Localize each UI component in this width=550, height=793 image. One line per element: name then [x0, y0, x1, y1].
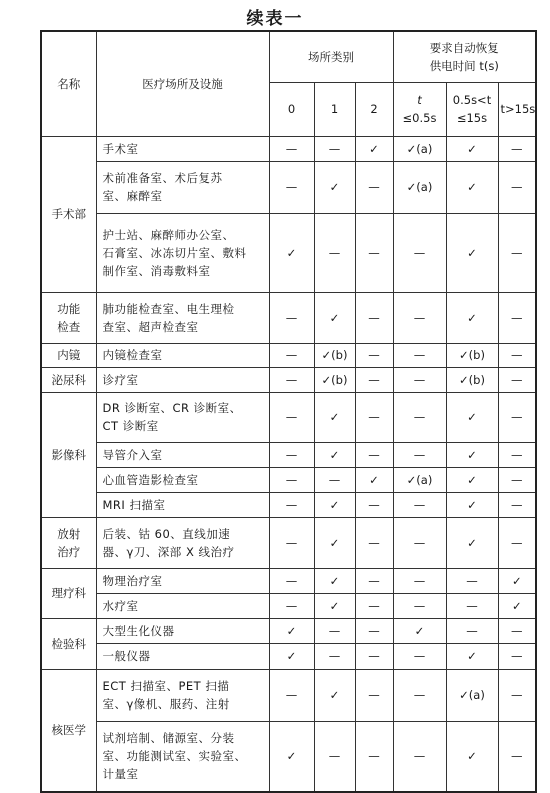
t1-cell: — [393, 593, 446, 618]
cat0-cell: — [269, 392, 314, 442]
header-category: 场所类别 [269, 31, 393, 82]
facility-cell [96, 136, 269, 161]
cat0-cell: — [269, 467, 314, 492]
group-name-line: 功能 [57, 301, 81, 316]
t3-cell: — [498, 292, 536, 343]
table-row [41, 367, 536, 392]
facility-line: MRI 扫描室 [102, 497, 166, 512]
facility-line: 肺功能检查室、电生理检 [102, 301, 235, 316]
cat1-cell: ✓ [314, 161, 355, 213]
t2-cell: — [446, 618, 498, 643]
header-facility: 医疗场所及设施 [96, 31, 269, 136]
cat2-cell: — [355, 392, 393, 442]
header-t2-line2: ≤15s [456, 111, 488, 125]
cat0-cell: ✓ [269, 213, 314, 292]
facility-line: 导管介入室 [102, 447, 163, 462]
facility-line: 制作室、消毒敷料室 [102, 263, 211, 278]
header-t3: t>15s [498, 82, 536, 136]
table-row [41, 136, 536, 161]
facility-line: ECT 扫描室、PET 扫描 [102, 679, 230, 693]
t2-cell: ✓(b) [446, 343, 498, 367]
cat0-cell: — [269, 367, 314, 392]
table-row [41, 292, 536, 343]
cat1-cell: ✓ [314, 568, 355, 593]
cat2-cell: — [355, 593, 393, 618]
facility-line: 室、功能测试室、实验室、 [102, 749, 247, 764]
facility-line: 一般仪器 [102, 649, 151, 663]
t1-cell: ✓(a) [393, 161, 446, 213]
facility-line: 室、麻醉室 [102, 189, 163, 203]
facility-line: 手术室 [102, 141, 139, 156]
t3-cell: — [498, 618, 536, 643]
facility-cell [96, 442, 269, 467]
table-row [41, 618, 536, 643]
t3-cell: — [498, 161, 536, 213]
facility-line: 石膏室、冰冻切片室、敷料 [102, 245, 247, 260]
t2-cell: ✓ [446, 442, 498, 467]
facility-cell [96, 593, 269, 618]
t1-cell: — [393, 213, 446, 292]
cat1-cell: ✓(b) [314, 367, 355, 392]
facility-cell [96, 467, 269, 492]
header-time [393, 31, 536, 82]
cat0-cell: ✓ [269, 643, 314, 669]
t3-cell: — [498, 643, 536, 669]
t1-cell: ✓(a) [393, 467, 446, 492]
t2-cell: ✓ [446, 467, 498, 492]
cat1-cell: ✓ [314, 593, 355, 618]
facility-line: 后装、钴 60、直线加速 [102, 526, 231, 541]
header-cat0: 0 [269, 82, 314, 136]
t1-cell: — [393, 492, 446, 517]
t2-cell: — [446, 568, 498, 593]
medical-locations-table [40, 30, 537, 793]
header-cat1: 1 [314, 82, 355, 136]
facility-line: 查室、超声检查室 [102, 319, 199, 334]
cat2-cell: — [355, 367, 393, 392]
group-name: 检验科 [41, 618, 96, 669]
facility-line: 试剂培制、储源室、分装 [102, 731, 235, 746]
table-row [41, 161, 536, 213]
facility-cell [96, 721, 269, 792]
t3-cell: — [498, 442, 536, 467]
cat0-cell: — [269, 517, 314, 568]
t3-cell: — [498, 136, 536, 161]
t2-cell: ✓ [446, 292, 498, 343]
table-row [41, 392, 536, 442]
cat2-cell: — [355, 343, 393, 367]
header-time-line2: 供电时间 t(s) [429, 58, 499, 73]
cat0-cell: — [269, 343, 314, 367]
header-t1-line1: t [417, 93, 422, 107]
cat1-cell: ✓(b) [314, 343, 355, 367]
t2-cell: ✓ [446, 392, 498, 442]
t3-cell: — [498, 517, 536, 568]
header-t2 [446, 82, 498, 136]
facility-line: 诊疗室 [102, 372, 139, 387]
header-cat2: 2 [355, 82, 393, 136]
facility-line: 心血管造影检查室 [102, 472, 199, 487]
facility-cell [96, 643, 269, 669]
cat1-cell: ✓ [314, 392, 355, 442]
cat2-cell: ✓ [355, 467, 393, 492]
header-t1-line2: ≤0.5s [402, 111, 437, 125]
cat1-cell: ✓ [314, 517, 355, 568]
group-name: 影像科 [41, 392, 96, 517]
cat1-cell: — [314, 643, 355, 669]
t2-cell: — [446, 593, 498, 618]
t1-cell: — [393, 343, 446, 367]
facility-cell [96, 343, 269, 367]
cat1-cell: — [314, 618, 355, 643]
cat0-cell: — [269, 568, 314, 593]
t1-cell: — [393, 669, 446, 721]
group-name-line: 放射 [57, 526, 81, 541]
cat0-cell: ✓ [269, 721, 314, 792]
t3-cell: — [498, 669, 536, 721]
cat1-cell: — [314, 467, 355, 492]
header-t1 [393, 82, 446, 136]
cat0-cell: — [269, 492, 314, 517]
group-name: 理疗科 [41, 568, 96, 618]
t3-cell: — [498, 492, 536, 517]
table-row [41, 492, 536, 517]
t2-cell: ✓ [446, 517, 498, 568]
facility-cell [96, 392, 269, 442]
group-name: 内镜 [41, 343, 96, 367]
facility-line: 计量室 [102, 767, 139, 782]
facility-line: 器、γ刀、深部 X 线治疗 [102, 544, 235, 559]
cat1-cell: ✓ [314, 492, 355, 517]
cat0-cell: — [269, 593, 314, 618]
facility-cell [96, 568, 269, 593]
cat0-cell: — [269, 669, 314, 721]
t2-cell: ✓(b) [446, 367, 498, 392]
cat0-cell: — [269, 442, 314, 467]
t3-cell: — [498, 213, 536, 292]
header-time-line1: 要求自动恢复 [429, 40, 499, 55]
cat1-cell: — [314, 213, 355, 292]
cat2-cell: — [355, 213, 393, 292]
t3-cell: ✓ [498, 568, 536, 593]
facility-cell [96, 618, 269, 643]
facility-line: 大型生化仪器 [102, 623, 175, 638]
table-row [41, 343, 536, 367]
facility-cell [96, 517, 269, 568]
facility-line: 物理治疗室 [102, 573, 163, 588]
cat0-cell: — [269, 136, 314, 161]
cat2-cell: — [355, 442, 393, 467]
table-title: 续表一 [246, 9, 304, 29]
t2-cell: ✓ [446, 643, 498, 669]
t1-cell: — [393, 392, 446, 442]
t1-cell: — [393, 292, 446, 343]
facility-cell [96, 292, 269, 343]
group-name: 泌尿科 [41, 367, 96, 392]
table-row [41, 568, 536, 593]
table-row [41, 442, 536, 467]
cat2-cell: ✓ [355, 136, 393, 161]
header-row [41, 31, 536, 82]
t3-cell: ✓ [498, 593, 536, 618]
t1-cell: ✓ [393, 618, 446, 643]
t3-cell: — [498, 367, 536, 392]
cat1-cell: ✓ [314, 442, 355, 467]
t2-cell: ✓ [446, 136, 498, 161]
group-name [41, 517, 96, 568]
cat1-cell: ✓ [314, 669, 355, 721]
table-row [41, 721, 536, 792]
group-name-line: 治疗 [57, 544, 81, 559]
cat2-cell: — [355, 517, 393, 568]
cat2-cell: — [355, 669, 393, 721]
t3-cell: — [498, 392, 536, 442]
facility-line: 水疗室 [102, 598, 139, 613]
table-row [41, 669, 536, 721]
t1-cell: — [393, 643, 446, 669]
cat0-cell: — [269, 292, 314, 343]
t2-cell: ✓(a) [446, 669, 498, 721]
cat1-cell: — [314, 721, 355, 792]
cat2-cell: — [355, 643, 393, 669]
facility-line: 护士站、麻醉师办公室、 [102, 227, 235, 242]
group-name-line: 检查 [57, 319, 81, 334]
table-row [41, 467, 536, 492]
header-t2-line1: 0.5s<t [452, 93, 492, 107]
cat1-cell: ✓ [314, 292, 355, 343]
facility-cell [96, 492, 269, 517]
header-name: 名称 [41, 31, 96, 136]
facility-line: 内镜检查室 [102, 348, 163, 362]
facility-line: 术前准备室、术后复苏 [102, 171, 223, 185]
facility-line: CT 诊断室 [102, 419, 159, 433]
cat0-cell: — [269, 161, 314, 213]
cat1-cell: — [314, 136, 355, 161]
t1-cell: — [393, 721, 446, 792]
cat2-cell: — [355, 161, 393, 213]
t3-cell: — [498, 343, 536, 367]
t1-cell: — [393, 517, 446, 568]
t2-cell: ✓ [446, 161, 498, 213]
facility-cell [96, 161, 269, 213]
facility-line: 室、γ像机、服药、注射 [102, 697, 230, 711]
t1-cell: — [393, 442, 446, 467]
table-row [41, 517, 536, 568]
t1-cell: — [393, 568, 446, 593]
group-name [41, 292, 96, 343]
cat2-cell: — [355, 292, 393, 343]
t3-cell: — [498, 721, 536, 792]
t2-cell: ✓ [446, 721, 498, 792]
t1-cell: — [393, 367, 446, 392]
group-name: 手术部 [41, 136, 96, 292]
cat0-cell: ✓ [269, 618, 314, 643]
table-row [41, 643, 536, 669]
facility-cell [96, 213, 269, 292]
table-row [41, 213, 536, 292]
facility-line: DR 诊断室、CR 诊断室、 [102, 401, 242, 415]
cat2-cell: — [355, 492, 393, 517]
t1-cell: ✓(a) [393, 136, 446, 161]
table-row [41, 593, 536, 618]
cat2-cell: — [355, 721, 393, 792]
facility-cell [96, 367, 269, 392]
t3-cell: — [498, 467, 536, 492]
t2-cell: ✓ [446, 213, 498, 292]
cat2-cell: — [355, 568, 393, 593]
t2-cell: ✓ [446, 492, 498, 517]
cat2-cell: — [355, 618, 393, 643]
group-name: 核医学 [41, 669, 96, 792]
facility-cell [96, 669, 269, 721]
